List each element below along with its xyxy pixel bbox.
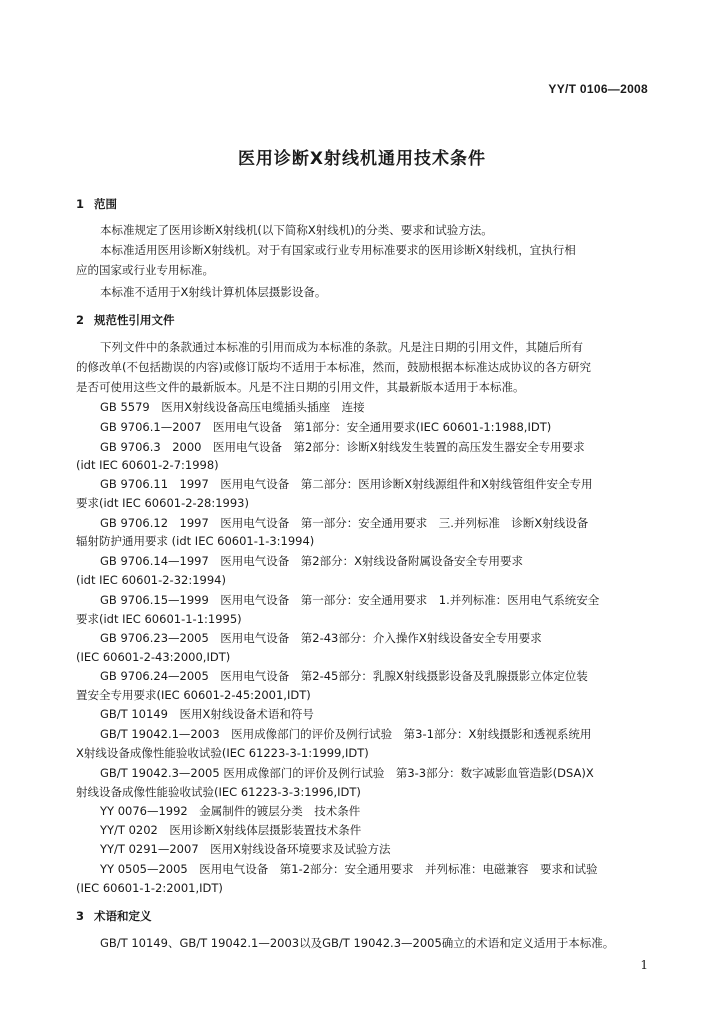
reference-item-cont: 射线设备成像性能验收试验(IEC 61223-3-3:1996,IDT) bbox=[76, 785, 361, 799]
page-number: 1 bbox=[640, 958, 648, 972]
reference-item: GB 9706.23—2005 医用电气设备 第2-43部分：介入操作X射线设备安全专用要求 bbox=[100, 631, 542, 645]
reference-item-cont: 置安全专用要求(IEC 60601-2-45:2001,IDT) bbox=[76, 688, 311, 702]
reference-item: GB 9706.12 1997 医用电气设备 第一部分：安全通用要求 三.并列标准 诊断X射线设备 bbox=[100, 516, 589, 530]
reference-item-cont: (idt IEC 60601-2-32:1994) bbox=[76, 573, 226, 587]
section-title: 术语和定义 bbox=[94, 909, 152, 923]
section-3-heading bbox=[76, 908, 152, 924]
reference-item: YY 0076—1992 金属制件的镀层分类 技术条件 bbox=[100, 804, 361, 818]
reference-item: YY/T 0291—2007 医用X射线设备环境要求及试验方法 bbox=[100, 842, 391, 856]
reference-item: GB 9706.24—2005 医用电气设备 第2-45部分：乳腺X射线摄影设备及乳腺摄影立体定位装 bbox=[100, 669, 588, 683]
section-number: 2 bbox=[76, 313, 85, 327]
section-title: 范围 bbox=[94, 197, 117, 211]
reference-item: GB 9706.11 1997 医用电气设备 第二部分：医用诊断X射线源组件和X射线管组件安全专用 bbox=[100, 477, 593, 491]
reference-item: GB/T 10149 医用X射线设备术语和符号 bbox=[100, 707, 314, 721]
reference-item-cont: (IEC 60601-2-43:2000,IDT) bbox=[76, 650, 231, 664]
text-line: 本标准不适用于X射线计算机体层摄影设备。 bbox=[100, 285, 327, 299]
reference-item: YY 0505—2005 医用电气设备 第1-2部分：安全通用要求 并列标准：电磁兼容 要求和试验 bbox=[100, 862, 598, 876]
text-line: 本标准适用医用诊断X射线机。对于有国家或行业专用标准要求的医用诊断X射线机，宜执行相 bbox=[100, 243, 576, 257]
reference-item: YY/T 0202 医用诊断X射线体层摄影装置技术条件 bbox=[100, 823, 362, 837]
reference-item: GB/T 19042.3—2005 医用成像部门的评价及例行试验 第3-3部分：数字减影血管造影(DSA)X bbox=[100, 766, 594, 780]
standard-number: YY/T 0106—2008 bbox=[548, 82, 648, 96]
section-title: 规范性引用文件 bbox=[94, 313, 175, 327]
reference-item: GB 9706.14—1997 医用电气设备 第2部分：X射线设备附属设备安全专用要求 bbox=[100, 554, 523, 568]
reference-item-cont: 要求(idt IEC 60601-1-1:1995) bbox=[76, 612, 242, 626]
reference-item: GB/T 19042.1—2003 医用成像部门的评价及例行试验 第3-1部分：X射线摄影和透视系统用 bbox=[100, 727, 592, 741]
text-line: 下列文件中的条款通过本标准的引用而成为本标准的条款。凡是注日期的引用文件，其随后所有 bbox=[100, 340, 583, 354]
reference-item-cont: 要求(idt IEC 60601-2-28:1993) bbox=[76, 496, 249, 510]
document-title: 医用诊断X射线机通用技术条件 bbox=[237, 149, 487, 169]
section-number: 3 bbox=[76, 909, 85, 923]
section-number: 1 bbox=[76, 197, 85, 211]
reference-item: GB 9706.3 2000 医用电气设备 第2部分：诊断X射线发生装置的高压发生器安全专用要求 bbox=[100, 440, 585, 454]
reference-item-cont: X射线设备成像性能验收试验(IEC 61223-3-1:1999,IDT) bbox=[76, 746, 369, 760]
reference-item-cont: (IEC 60601-1-2:2001,IDT) bbox=[76, 881, 223, 895]
reference-item-cont: (idt IEC 60601-2-7:1998) bbox=[76, 458, 219, 472]
reference-item: GB 9706.1—2007 医用电气设备 第1部分：安全通用要求(IEC 60601-1:1988,IDT) bbox=[100, 420, 552, 434]
section-1-heading bbox=[76, 196, 117, 212]
section-2-heading bbox=[76, 312, 175, 328]
text-line: 本标准规定了医用诊断X射线机(以下简称X射线机)的分类、要求和试验方法。 bbox=[100, 223, 493, 237]
text-line: 的修改单(不包括勘误的内容)或修订版均不适用于本标准，然而，鼓励根据本标准达成协议的各方研究 bbox=[76, 360, 591, 374]
reference-item: GB 5579 医用X射线设备高压电缆插头插座 连接 bbox=[100, 400, 365, 414]
reference-item-cont: 辐射防护通用要求 (idt IEC 60601-1-3:1994) bbox=[76, 534, 315, 548]
text-line: 是否可使用这些文件的最新版本。凡是不注日期的引用文件，其最新版本适用于本标准。 bbox=[76, 380, 525, 394]
reference-item: GB 9706.15—1999 医用电气设备 第一部分：安全通用要求 1.并列标准：医用电气系统安全 bbox=[100, 593, 600, 607]
text-line: GB/T 10149、GB/T 19042.1—2003以及GB/T 19042.3—2005确立的术语和定义适用于本标准。 bbox=[100, 936, 615, 950]
text-line: 应的国家或行业专用标准。 bbox=[76, 263, 214, 277]
